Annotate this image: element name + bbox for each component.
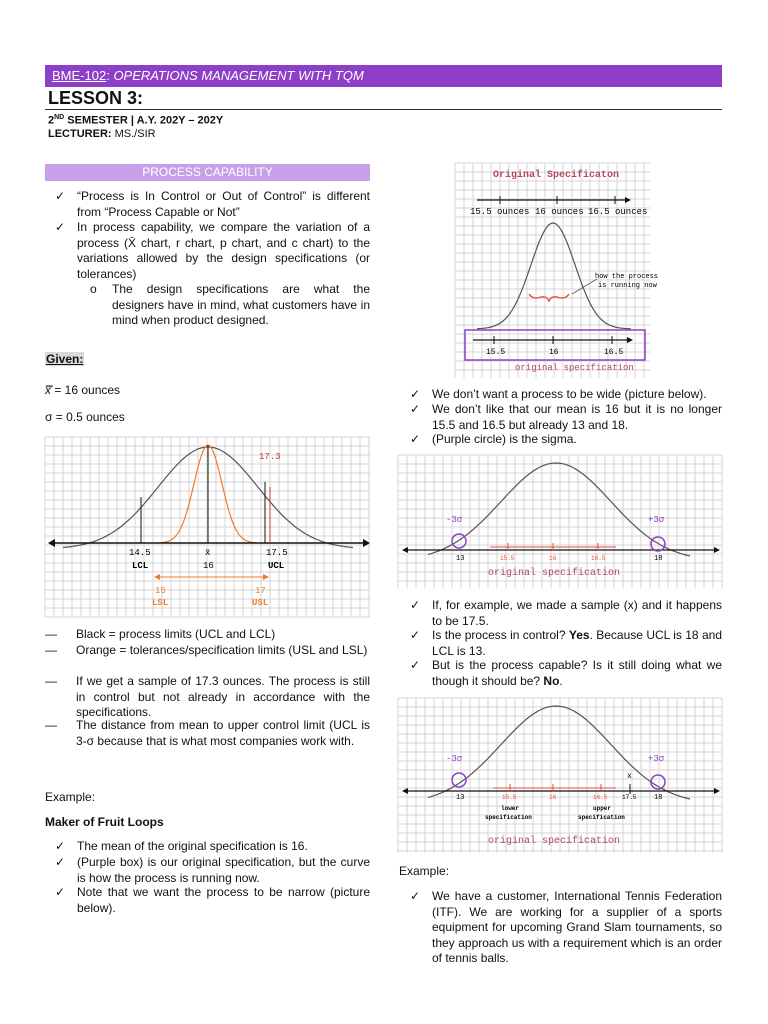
sigma-label: -3σ (446, 754, 463, 764)
example-item: ✓ The mean of the original specification is 16. (55, 839, 308, 853)
spec-label: LSL (152, 598, 169, 608)
top-label: 15.5 ounces (470, 207, 530, 217)
example-label: Example: (45, 790, 96, 804)
original-spec-figure (455, 163, 659, 378)
sigma-line: σ = 0.5 ounces (45, 410, 125, 424)
dash-item: — Black = process limits (UCL and LCL) (45, 627, 276, 641)
bullet-item: ✓ But is the process capable? Is it still doing what we though it should be? No. (410, 658, 722, 688)
semester-line: 2ND SEMESTER | A.Y. 202Y – 202Y (48, 114, 224, 127)
mean-line: x̿ = 16 ounces (45, 383, 121, 397)
spec-value: 15 (155, 586, 166, 596)
bullet-item: ✓ Is the process in control? Yes. Because UCL is 18 and LCL is 13. (410, 628, 722, 658)
sigma-label: +3σ (648, 515, 665, 525)
end-label: 13 (456, 794, 465, 802)
sigma-label: -3σ (446, 515, 463, 525)
sigma-label: +3σ (648, 754, 665, 764)
header-divider (45, 109, 722, 110)
sub-bullet-item: o The design specifications are what the designers have in mind, what customers have in mind when product designed. (90, 282, 370, 327)
figure-title: Original Specificaton (493, 170, 620, 181)
example-title: Maker of Fruit Loops (45, 815, 164, 829)
tick-label: 17.5 (266, 548, 288, 558)
bullet-item: ✓ “Process is In Control or Out of Control” is different from “Process Capable or Not” (55, 189, 370, 219)
section-title: PROCESS CAPABILITY (45, 164, 370, 181)
top-label: 16.5 ounces (588, 207, 648, 217)
course-header-bar: BME-102: OPERATIONS MANAGEMENT WITH TQM (45, 65, 722, 87)
end-label: 18 (654, 794, 663, 802)
dash-item: — Orange = tolerances/specification limits (USL and LSL) (45, 643, 368, 657)
bullet-item: ✓ If, for example, we made a sample (x) and it happens to be 17.5. (410, 598, 722, 628)
tick-value: 16 (203, 561, 214, 571)
lower-spec-label: lower (501, 805, 520, 812)
given-label: Given: (46, 352, 84, 366)
lower-spec-label: specification (485, 814, 532, 821)
top-label: 16 ounces (535, 207, 584, 217)
control-limits-figure (45, 437, 370, 617)
tick-label: x̄ (205, 548, 211, 558)
sample-value: 17.5 (622, 794, 637, 801)
spec-tick: 15.5 (502, 794, 517, 801)
box-label: 16 (549, 348, 559, 357)
bullet-item: ✓ (Purple circle) is the sigma. (410, 432, 577, 446)
bullet-item: ✓ In process capability, we compare the variation of a process (X̄ chart, r chart, p chart, and c chart) to the variations allowed by the design specifications (or tolerances) (55, 220, 370, 281)
end-label: 18 (654, 555, 663, 563)
dash-item: — The distance from mean to upper control limit (UCL is 3-σ because that is what most companies work with. (45, 718, 370, 748)
example-label: Example: (399, 864, 450, 878)
spec-tick: 15.5 (500, 555, 515, 562)
box-label: 16.5 (604, 348, 624, 357)
figure-caption: original specification (488, 836, 621, 847)
tick-label: 14.5 (129, 548, 151, 558)
spec-tick: 16 (549, 555, 557, 562)
sample-mark: x (627, 772, 632, 781)
box-label: 15.5 (486, 348, 506, 357)
capability-figure (398, 698, 722, 853)
spec-tick: 16 (549, 794, 557, 801)
lecturer-line: LECTURER: MS./SIR (48, 128, 156, 140)
example-item: ✓ Note that we want the process to be narrow (picture below). (55, 885, 370, 915)
figure-caption: original specification (488, 568, 621, 579)
dash-item: — If we get a sample of 17.3 ounces. The process is still in control but not already in accordance with the specifications. (45, 674, 370, 719)
bullet-item: ✓ We don’t want a process to be wide (picture below). (410, 387, 707, 401)
example-item: ✓ We have a customer, International Tennis Federation (ITF). We are working for a supplier of a sports equipment for upcoming Grand Slam tournaments, so they approach us with a requirement which is an order of tennis balls. (410, 889, 722, 965)
spec-tick: 16.5 (591, 555, 606, 562)
tick-value: UCL (268, 561, 285, 571)
curve-note: is running now (598, 282, 657, 290)
spec-tick: 16.5 (593, 794, 608, 801)
bullet-item: ✓ We don’t like that our mean is 16 but it is no longer 15.5 and 16.5 but already 13 and 18. (410, 402, 722, 432)
end-label: 13 (456, 555, 465, 563)
course-code: BME-102 (52, 68, 107, 83)
course-title: OPERATIONS MANAGEMENT WITH TQM (113, 68, 364, 83)
lesson-title: LESSON 3: (48, 88, 144, 108)
upper-spec-label: specification (578, 814, 625, 821)
marker-label: 17.3 (259, 452, 281, 462)
wide-process-figure (398, 455, 722, 588)
upper-spec-label: upper (593, 805, 612, 812)
example-item: ✓ (Purple box) is our original specification, but the curve is how the process is running now. (55, 855, 370, 885)
box-caption: original specification (515, 363, 634, 373)
curve-note: how the process (595, 273, 659, 281)
spec-value: 17 (255, 586, 266, 596)
spec-label: USL (252, 598, 269, 608)
tick-value: LCL (132, 561, 149, 571)
